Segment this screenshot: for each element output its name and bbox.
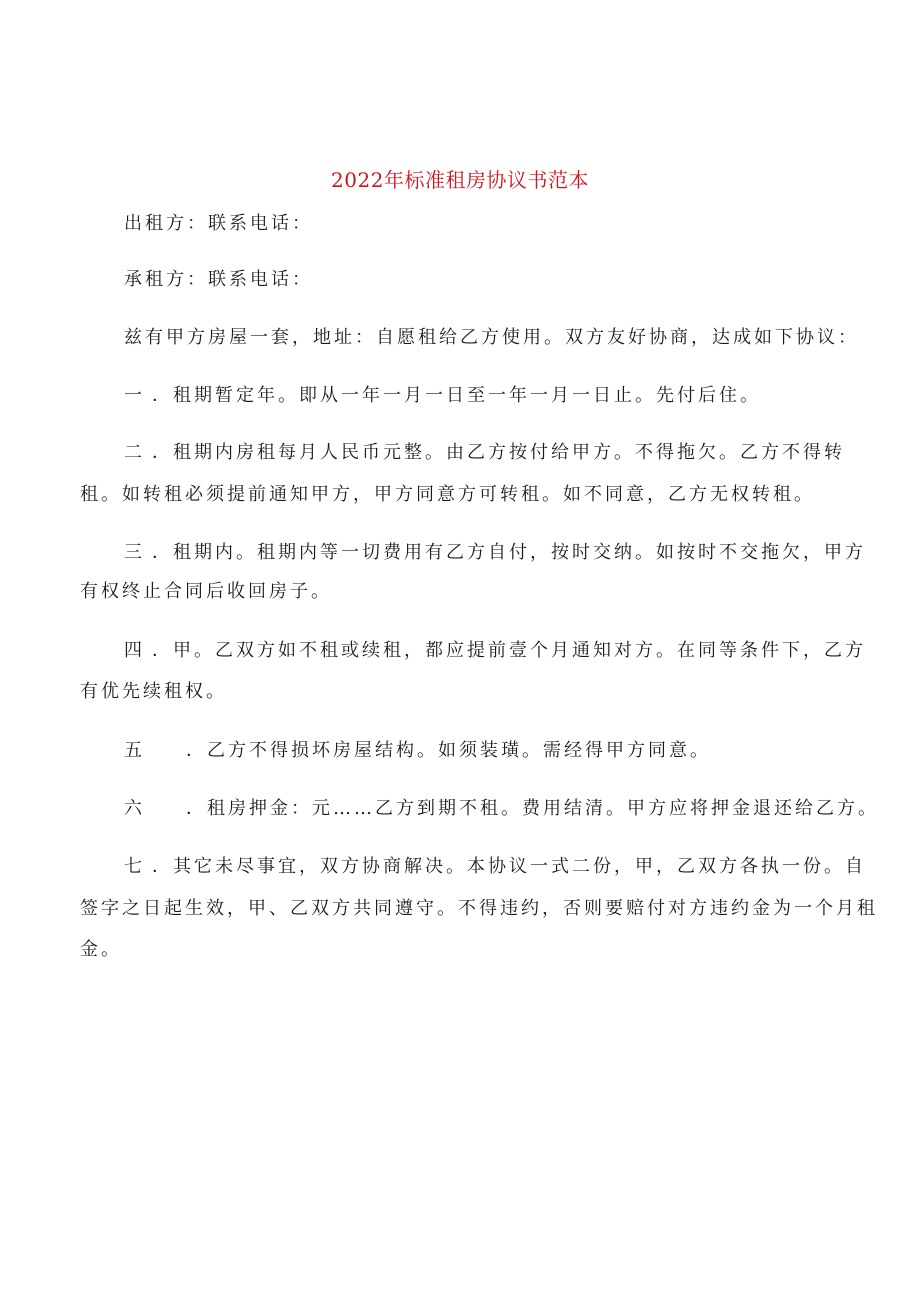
- clause-number: 一: [124, 385, 145, 406]
- clause-2: [124, 439, 845, 467]
- document-title: 2022年标准租房协议书范本: [331, 168, 589, 192]
- clause-number: 六: [124, 798, 145, 819]
- clause-text: ．租期内房租每月人民币元整。由乙方按付给甲方。不得拖欠。乙方不得转: [152, 442, 845, 463]
- clause-7-continuation: 签字之日起生效，甲、乙双方共同遵守。不得违约，否则要赔付对方违约金为一个月租: [80, 898, 878, 919]
- clause-1: [124, 382, 761, 410]
- clause-3-continuation: 有权终止合同后收回房子。: [80, 581, 332, 602]
- clause-number: 三: [124, 542, 145, 563]
- clause-number: 二: [124, 442, 145, 463]
- clause-4: [124, 637, 866, 665]
- clause-text: ．甲。乙双方如不租或续租，都应提前壹个月通知对方。在同等条件下，乙方: [152, 640, 866, 661]
- clause-text: ．其它未尽事宜，双方协商解决。本协议一式二份，甲，乙双方各执一份。自: [152, 856, 866, 877]
- lessee-line: 承租方：联系电话：: [124, 269, 313, 290]
- clause-7: [124, 853, 866, 881]
- clause-5: [124, 737, 711, 765]
- clause-3: [124, 539, 866, 567]
- clause-number: 五: [124, 740, 145, 761]
- intro-paragraph: 兹有甲方房屋一套，地址：自愿租给乙方使用。双方友好协商，达成如下协议：: [124, 327, 859, 348]
- clause-text: ．乙方不得损坏房屋结构。如须装璜。需经得甲方同意。: [186, 740, 711, 761]
- clause-number: 四: [124, 640, 145, 661]
- clause-6: [124, 795, 879, 823]
- clause-text: ．租房押金：元……乙方到期不租。费用结清。甲方应将押金退还给乙方。: [186, 798, 879, 819]
- clause-2-continuation: 租。如转租必须提前通知甲方，甲方同意方可转租。如不同意，乙方无权转租。: [80, 484, 815, 505]
- clause-4-continuation: 有优先续租权。: [80, 681, 227, 702]
- clause-text: ．租期内。租期内等一切费用有乙方自付，按时交纳。如按时不交拖欠，甲方: [152, 542, 866, 563]
- lessor-line: 出租方：联系电话：: [124, 213, 313, 234]
- clause-7-continuation: 金。: [80, 939, 122, 960]
- clause-text: ．租期暂定年。即从一年一月一日至一年一月一日止。先付后住。: [152, 385, 761, 406]
- clause-number: 七: [124, 856, 145, 877]
